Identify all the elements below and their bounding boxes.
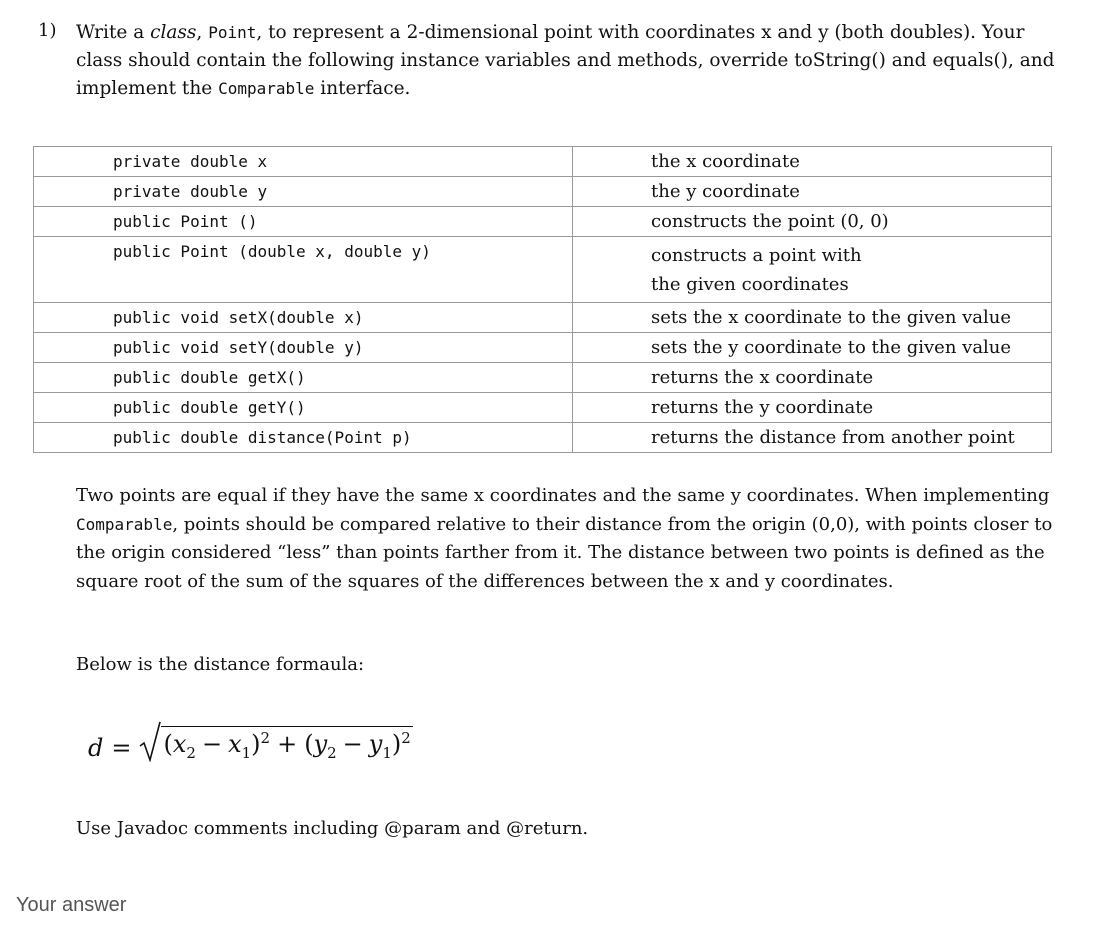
- description-cell: the x coordinate: [573, 147, 1052, 177]
- question-intro: Write a class, Point, to represent a 2-dimensional point with coordinates x and y (both doubles). Your class should contain the following instance variables and methods, override toString() and equals(), and implement the Comparable interface.: [76, 22, 1055, 99]
- formula-intro: Below is the distance formaula:: [76, 654, 365, 675]
- formula-lhs: d: [88, 734, 104, 762]
- comparable-code: Comparable: [218, 79, 315, 98]
- point-code: Point: [208, 23, 257, 42]
- table-row: [34, 177, 1052, 207]
- description-cell: returns the distance from another point: [573, 423, 1052, 453]
- signature-cell: public double getY(): [34, 393, 573, 423]
- description-cell: sets the y coordinate to the given value: [573, 333, 1052, 363]
- description-cell: constructs the point (0, 0): [573, 207, 1052, 237]
- table-row: [34, 333, 1052, 363]
- description-cell: returns the y coordinate: [573, 393, 1052, 423]
- table-row: [34, 237, 1052, 303]
- sqrt-radical-icon: [139, 720, 161, 762]
- description-cell: constructs a point with the given coordinates: [573, 237, 1052, 303]
- javadoc-note: Use Javadoc comments including @param and @return.: [76, 818, 589, 839]
- class-word: class: [150, 22, 197, 43]
- signature-cell: public void setX(double x): [34, 303, 573, 333]
- signature-cell: public double getX(): [34, 363, 573, 393]
- comparable-code: Comparable: [76, 514, 173, 534]
- table-row: [34, 147, 1052, 177]
- formula-equals: =: [111, 734, 132, 762]
- answer-label: Your answer: [16, 894, 127, 916]
- table-row: [34, 207, 1052, 237]
- signature-cell: public Point (double x, double y): [34, 237, 573, 303]
- explanation-paragraph: Two points are equal if they have the same x coordinates and the same y coordinates. When implementing Comparable, points should be compared relative to their distance from the origin (0,0), with points closer to the origin considered “less” than points farther from it. The distance between two points is defined as the square root of the sum of the squares of the differences between the x and y coordinates.: [76, 485, 1053, 592]
- description-cell: the y coordinate: [573, 177, 1052, 207]
- question-number: 1): [38, 20, 57, 41]
- api-table: [33, 146, 1052, 453]
- table-row: [34, 303, 1052, 333]
- signature-cell: public double distance(Point p): [34, 423, 573, 453]
- signature-cell: public void setY(double y): [34, 333, 573, 363]
- signature-cell: private double x: [34, 147, 573, 177]
- table-row: [34, 393, 1052, 423]
- signature-cell: public Point (): [34, 207, 573, 237]
- signature-cell: private double y: [34, 177, 573, 207]
- radicand: $(x_2 - x_1)^2 + (y_2 - y_1)^2$: [161, 726, 412, 762]
- table-row: [34, 423, 1052, 453]
- distance-formula: [88, 718, 413, 762]
- description-cell: sets the x coordinate to the given value: [573, 303, 1052, 333]
- description-cell: returns the x coordinate: [573, 363, 1052, 393]
- table-row: [34, 363, 1052, 393]
